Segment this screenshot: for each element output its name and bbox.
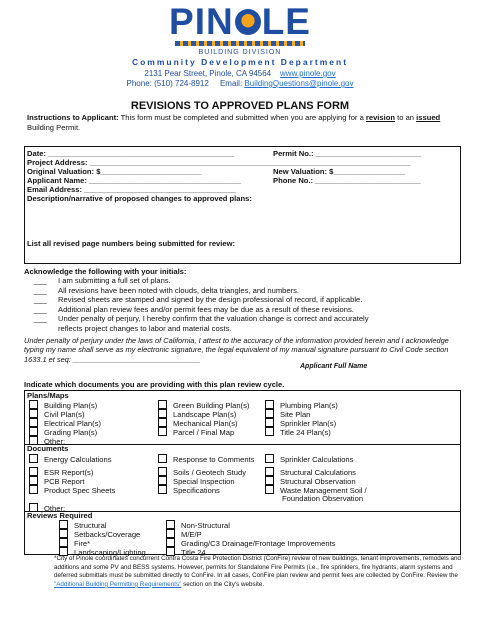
checkbox-label: ESR Report(s): [44, 468, 94, 477]
checkbox-icon[interactable]: [265, 476, 274, 485]
street-address: 2131 Pear Street, Pinole, CA 94564: [144, 69, 272, 78]
permit-no-field[interactable]: Permit No.: _________________________: [273, 149, 422, 158]
instructions-text-b: to an: [395, 113, 417, 122]
checkbox-icon[interactable]: [29, 418, 38, 427]
revised-pages-label: List all revised page numbers being submitted for review:: [27, 239, 236, 248]
ack-text: Under penalty of perjury, I hereby confirm that the valuation change is correct and accurately: [58, 314, 369, 324]
divider: [25, 444, 460, 445]
instructions-text-c: Building Permit.: [27, 123, 81, 132]
checkbox-icon[interactable]: [59, 538, 68, 547]
checkbox-label: Structural Calculations: [280, 468, 356, 477]
checkbox-icon[interactable]: [158, 400, 167, 409]
instructions-issued: issued: [416, 113, 441, 122]
checkbox-label: Energy Calculations: [44, 455, 112, 464]
checkbox-icon[interactable]: [29, 476, 38, 485]
checkbox-label: Other:: [44, 504, 66, 513]
checkbox-icon[interactable]: [158, 467, 167, 476]
reviews-heading: Reviews Required: [27, 511, 93, 520]
checkbox-label: Grading Plan(s): [44, 428, 98, 437]
checkbox-label: Product Spec Sheets: [44, 486, 116, 495]
ack-text: reflects project changes to labor and material costs.: [58, 323, 232, 333]
ack-item[interactable]: [24, 286, 464, 296]
description-label: Description/narrative of proposed changes to approved plans:: [27, 194, 252, 203]
footnote: [54, 555, 464, 589]
applicant-name-field[interactable]: Applicant Name: ____________________________________: [27, 176, 242, 185]
project-info-box: [24, 146, 461, 264]
instructions-revision: revision: [365, 113, 396, 122]
ack-item[interactable]: [24, 276, 464, 286]
acknowledge-heading: Acknowledge the following with your initials:: [24, 267, 187, 276]
initial-blank[interactable]: ___: [34, 314, 47, 324]
checkbox-energy-calculations[interactable]: [29, 454, 112, 464]
ack-text: All revisions have been noted with clouds, delta triangles, and numbers.: [58, 285, 300, 295]
logo-text-b: LE: [261, 1, 311, 42]
new-valuation-field[interactable]: New Valuation: $_________________: [273, 167, 406, 176]
checkbox-sprinkler-calculations[interactable]: [265, 454, 353, 464]
checkbox-label: Building Plan(s): [44, 401, 98, 410]
logo-text-a: PIN: [169, 1, 234, 42]
initial-blank[interactable]: ___: [34, 285, 47, 295]
project-address-field[interactable]: Project Address: ____________________________________________________________________________: [27, 158, 411, 167]
checkbox-label: M/E/P: [181, 530, 202, 539]
phone-number: Phone: (510) 724-8912: [126, 79, 209, 88]
checkbox-parcel-final-map[interactable]: [158, 427, 234, 437]
ack-item[interactable]: [24, 305, 464, 315]
checkbox-label: Plumbing Plan(s): [280, 401, 338, 410]
checkbox-icon[interactable]: [265, 485, 274, 494]
footnote-text: *City of Pinole coordinates concurrent Contra Costa Fire Protection District (ConFire) review of new buildings, tenant improvements, remodels and additions and some PV and BESS systems. However, permits for Standalone Fire Permits (i.e., fire sprinklers, fire hydrants, alarm systems and deferred submittals must be submitted directly to ConFire. In all cases, ConFire plan review and permit fees are collected by ConFire. Review the: [54, 555, 462, 580]
requirements-link[interactable]: "Additional Building Permitting Requirements": [54, 580, 182, 588]
checkbox-label: Sprinkler Calculations: [280, 455, 354, 464]
checkbox-icon[interactable]: [265, 400, 274, 409]
checkbox-label: Waste Management Soil /: [280, 486, 367, 495]
checkbox-title-24-plans[interactable]: [265, 427, 331, 437]
ack-text: Revised sheets are stamped and signed by the design professional of record, if applicable.: [58, 295, 363, 305]
checkbox-icon[interactable]: [158, 409, 167, 418]
checkbox-icon[interactable]: [265, 467, 274, 476]
checkbox-label: Special Inspection: [173, 477, 235, 486]
ack-item-continued: [24, 324, 464, 334]
date-field[interactable]: Date: ____________________________________________: [27, 149, 234, 158]
initial-blank[interactable]: ___: [34, 295, 47, 305]
checkbox-icon[interactable]: [158, 454, 167, 463]
checkbox-label: Specifications: [173, 486, 220, 495]
checkbox-label: Structural Observation: [280, 477, 356, 486]
phone-no-field[interactable]: Phone No.: _________________________: [273, 176, 421, 185]
checkbox-label: Fire*: [74, 539, 91, 548]
checkbox-icon[interactable]: [29, 400, 38, 409]
instructions-text-a: This form must be completed and submitted when you are applying for a: [118, 113, 366, 122]
checkbox-label: Sprinkler Plan(s): [280, 419, 337, 428]
ack-text: Additional plan review fees and/or permit fees may be due as a result of these revisions.: [58, 304, 354, 314]
original-valuation-field[interactable]: Original Valuation: $________________________: [27, 167, 202, 176]
checkbox-label: Landscape Plan(s): [173, 410, 237, 419]
checkbox-icon[interactable]: [265, 418, 274, 427]
logo-subtitle: BUILDING DIVISION: [198, 49, 282, 56]
pinole-logo: [0, 1, 480, 56]
checkbox-label: Structural: [74, 521, 107, 530]
checkbox-icon[interactable]: [158, 418, 167, 427]
email-address-field[interactable]: Email Address: ____________________________________: [27, 185, 237, 194]
form-title: REVISIONS TO APPROVED PLANS FORM: [130, 100, 350, 112]
checkbox-icon[interactable]: [29, 467, 38, 476]
documents-box: [24, 390, 461, 555]
checkbox-label: Setbacks/Coverage: [74, 530, 141, 539]
checkbox-icon[interactable]: [265, 454, 274, 463]
address-line: [0, 69, 480, 78]
logo-o-icon: [235, 9, 261, 35]
checkbox-icon[interactable]: [158, 476, 167, 485]
checkbox-icon[interactable]: [166, 529, 175, 538]
checkbox-label: Response to Comments: [173, 455, 255, 464]
checkbox-label: Landscaping/Lighting: [74, 548, 146, 557]
ack-item[interactable]: [24, 314, 464, 324]
checkbox-icon[interactable]: [59, 529, 68, 538]
indicate-heading: Indicate which documents you are providing with this plan review cycle.: [24, 380, 285, 389]
checkbox-icon[interactable]: [158, 485, 167, 494]
email-link[interactable]: BuildingQuestions@pinole.gov: [244, 79, 354, 88]
website-link[interactable]: www.pinole.gov: [280, 69, 336, 78]
checkbox-label: Site Plan: [280, 410, 311, 419]
checkbox-label: Grading/C3 Drainage/Frontage Improvements: [181, 539, 336, 548]
contact-line: [0, 79, 480, 88]
checkbox-label: Title 24: [181, 548, 206, 557]
acknowledge-section: [24, 267, 464, 334]
instructions: [27, 113, 467, 133]
department-name: Community Development Department: [131, 57, 349, 67]
checkbox-icon[interactable]: [29, 454, 38, 463]
ack-text: I am submitting a full set of plans.: [58, 276, 171, 285]
checkbox-label: Parcel / Final Map: [173, 428, 235, 437]
ack-item[interactable]: [24, 295, 464, 305]
checkbox-icon[interactable]: [29, 427, 38, 436]
checkbox-icon[interactable]: [265, 427, 274, 436]
checkbox-label: Civil Plan(s): [44, 410, 85, 419]
plans-heading: Plans/Maps: [27, 391, 69, 400]
checkbox-icon[interactable]: [166, 520, 175, 529]
checkbox-icon[interactable]: [166, 538, 175, 547]
checkbox-label: Green Building Plan(s): [173, 401, 250, 410]
checkbox-icon[interactable]: [29, 409, 38, 418]
checkbox-specifications[interactable]: [158, 485, 220, 495]
checkbox-icon[interactable]: [158, 427, 167, 436]
signature-caption: Applicant Full Name: [300, 363, 368, 370]
initial-blank[interactable]: ___: [34, 304, 47, 314]
checkbox-label: Other:: [44, 437, 66, 446]
footnote-tail: section on the City's website.: [181, 580, 265, 588]
checkbox-response-to-comments[interactable]: [158, 454, 254, 464]
documents-heading: Documents: [27, 444, 69, 453]
checkbox-label: Title 24 Plan(s): [280, 428, 331, 437]
checkbox-icon[interactable]: [265, 409, 274, 418]
checkbox-icon[interactable]: [59, 520, 68, 529]
checkbox-label: PCB Report: [44, 477, 85, 486]
instructions-label: Instructions to Applicant:: [27, 113, 119, 122]
perjury-statement: Under penalty of perjury under the laws of California, I attest to the accuracy of the information provided herein and I acknowledge typing my name shall serve as my electronic signature, the legal equivalent of my manual signature pursuant to Civil Code section 1633.1 et seq: _______________________________: [24, 336, 449, 364]
initial-blank[interactable]: ___: [34, 276, 47, 285]
checkbox-label: Soils / Geotech Study: [173, 468, 247, 477]
email-label: Email:: [219, 79, 243, 88]
checkbox-product-spec-sheets[interactable]: [29, 485, 115, 495]
checkbox-label: Electrical Plan(s): [44, 419, 101, 428]
waste-management-label-cont: Foundation Observation: [282, 494, 364, 503]
checkbox-label: Non-Structural: [181, 521, 230, 530]
checkbox-label: Mechanical Plan(s): [173, 419, 238, 428]
checkbox-icon[interactable]: [29, 485, 38, 494]
